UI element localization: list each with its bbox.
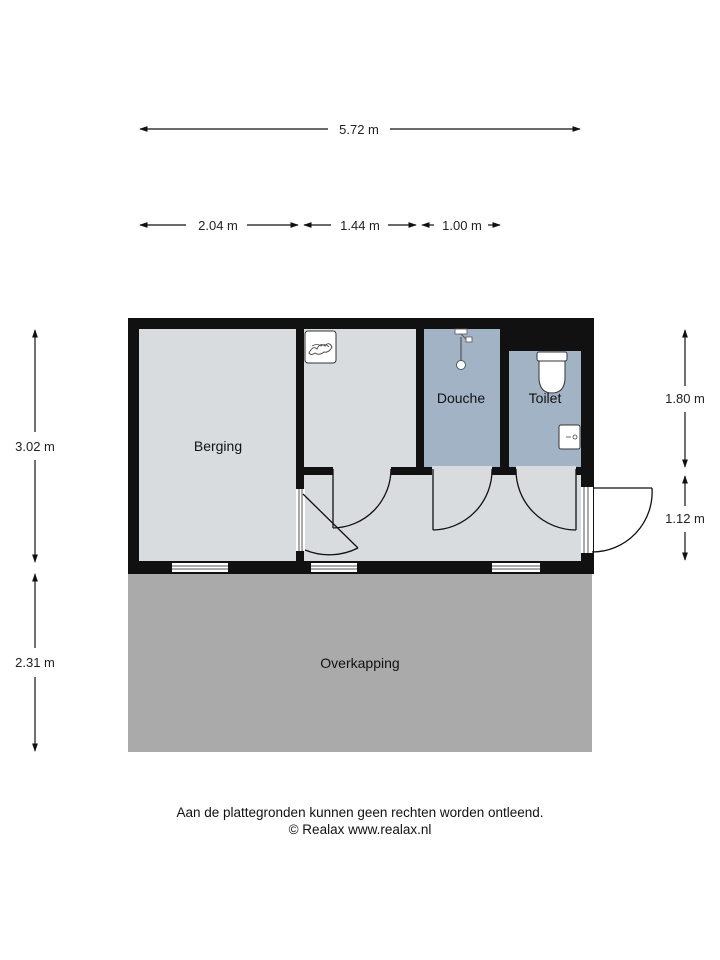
door-gap bbox=[516, 466, 576, 476]
room-label-overkapping: Overkapping bbox=[320, 655, 400, 671]
dimension-segment-3 bbox=[422, 218, 500, 233]
dimension-segment-2 bbox=[304, 218, 416, 233]
dimension-label: 1.44 m bbox=[340, 218, 380, 233]
door-frame bbox=[296, 489, 305, 551]
dimension-label: 1.00 m bbox=[442, 218, 482, 233]
dimension-label: 2.04 m bbox=[198, 218, 238, 233]
toilet-icon bbox=[537, 352, 567, 393]
door-exterior bbox=[592, 488, 652, 552]
dimension-label: 3.02 m bbox=[15, 439, 55, 454]
door-gap bbox=[432, 466, 492, 476]
window-berging bbox=[172, 563, 228, 572]
window-hallway-left bbox=[311, 563, 357, 572]
boiler-icon bbox=[305, 331, 336, 363]
dimension-height-overkapping bbox=[15, 574, 55, 751]
room-label-douche: Douche bbox=[436, 390, 486, 406]
room-label-berging: Berging bbox=[193, 438, 243, 454]
room-label-toilet: Toilet bbox=[528, 390, 562, 406]
dimension-label: 2.31 m bbox=[15, 655, 55, 670]
dimension-height-main bbox=[15, 330, 55, 562]
door-frame bbox=[581, 487, 593, 553]
door-gap bbox=[333, 466, 391, 476]
dimension-label: 1.80 m bbox=[665, 391, 705, 406]
dimension-total-width bbox=[140, 122, 580, 137]
disclaimer-text: Aan de plattegronden kunnen geen rechten worden ontleend. bbox=[176, 805, 544, 820]
dimension-segment-1 bbox=[140, 218, 298, 233]
dimension-height-door bbox=[665, 476, 705, 560]
dimension-height-toilet bbox=[665, 330, 705, 467]
copyright-text: © Realax www.realax.nl bbox=[288, 822, 432, 837]
dimension-label: 1.12 m bbox=[665, 511, 705, 526]
dimension-label: 5.72 m bbox=[339, 122, 379, 137]
sink-icon bbox=[559, 425, 580, 449]
window-hallway-right bbox=[492, 563, 540, 572]
